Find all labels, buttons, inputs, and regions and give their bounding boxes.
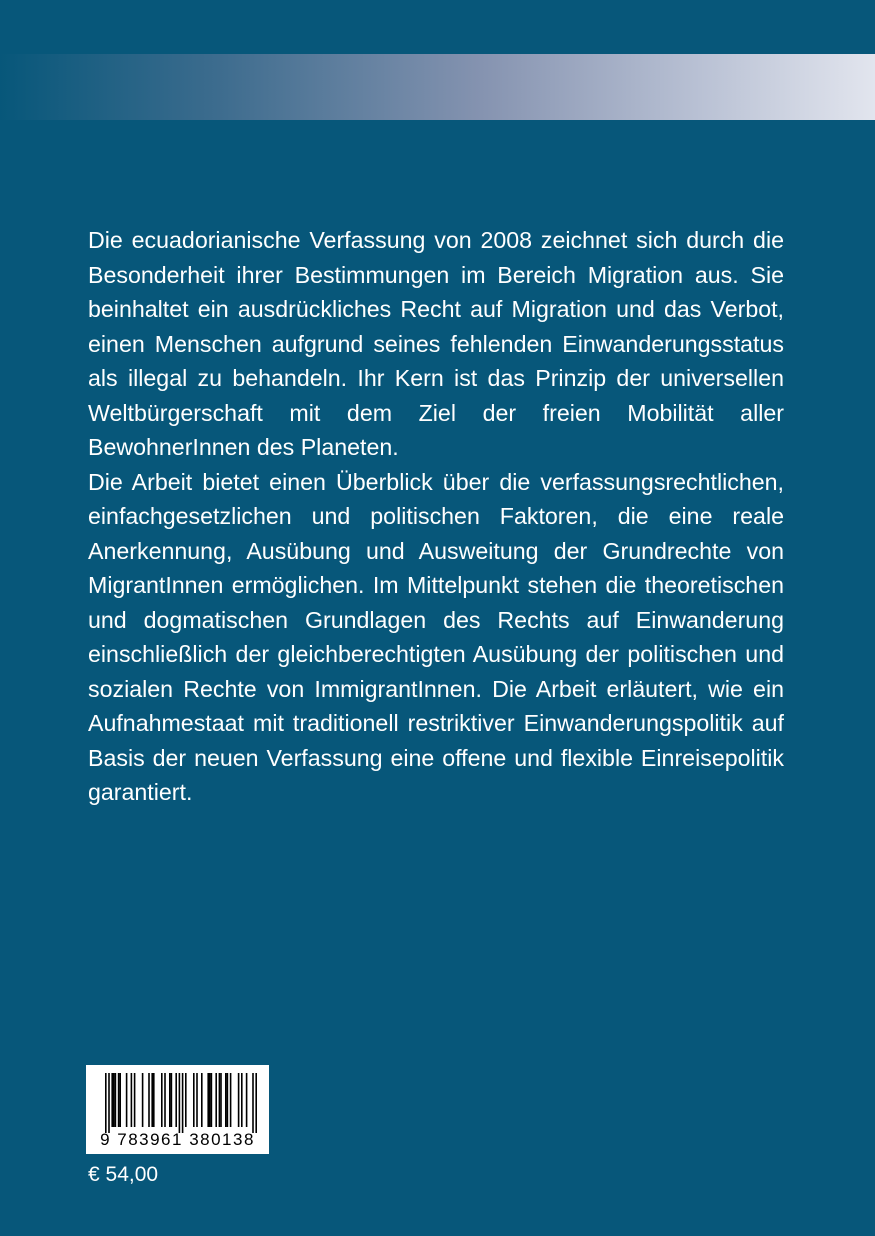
barcode-bar [193,1073,195,1127]
blurb-paragraph-2: Die Arbeit bietet einen Überblick über die verfassungsrechtlichen, einfachgesetzlichen und politischen Faktoren, die eine reale Anerkennung, Ausübung und Ausweitung der Grundrechte von MigrantInnen ermöglichen. Im Mittelpunkt stehen die theoretischen und dogmatischen Grundlagen des Rechts auf Einwanderung einschließlich der gleichberechtigten Ausübung der politischen und sozialen Rechte von ImmigrantInnen. Die Arbeit erläutert, wie ein Aufnahmestaat mit traditionell restriktiver Einwanderungspolitik auf Basis der neuen Verfassung eine offene und flexible Einreisepolitik garantiert. [88,468,784,805]
barcode-bar [153,1073,155,1127]
barcode-bar [227,1073,229,1127]
barcode-bar [148,1073,150,1127]
barcode-bar [118,1073,120,1127]
barcode-bar [115,1073,117,1127]
barcode-bar [196,1073,198,1127]
barcode-bar [220,1073,222,1127]
barcode-bar [255,1073,257,1133]
barcode-bar [126,1073,128,1127]
barcode-bar [108,1073,110,1133]
header-gradient-band [0,54,875,120]
barcode-bar [241,1073,243,1127]
isbn-barcode [86,1065,269,1154]
barcode-bar [151,1073,153,1127]
barcode-bar [142,1073,144,1127]
barcode-bar [209,1073,211,1127]
barcode-bar [219,1073,221,1127]
barcode-bar [207,1073,209,1127]
barcode-bar [182,1073,184,1133]
barcode-bar [179,1073,181,1133]
barcode-bar [131,1073,133,1127]
barcode-bar [134,1073,136,1127]
barcode-bar [201,1073,203,1127]
barcode-bar [119,1073,121,1127]
barcode-bar [215,1073,217,1127]
barcode-bar [230,1073,232,1127]
barcode-bar [225,1073,227,1127]
barcode-bar [238,1073,240,1127]
barcode-bar [113,1073,115,1127]
barcode-bar [105,1073,107,1133]
barcode-bar [169,1073,171,1127]
barcode-bar [185,1073,187,1127]
barcode-bar [252,1073,254,1133]
back-cover-blurb [88,223,784,810]
barcode-bar [246,1073,248,1127]
blurb-paragraph-1: Die ecuadorianische Verfassung von 2008 zeichnet sich durch die Besonderheit ihrer Bestimmungen im Bereich Migration aus. Sie beinhaltet ein ausdrückliches Recht auf Migration und das Verbot, einen Menschen aufgrund seines fehlenden Einwanderungsstatus als illegal zu behandeln. Ihr Kern ist das Prinzip der universellen Weltbürgerschaft mit dem Ziel der freien Mobilität aller BewohnerInnen des Planeten. [88,227,784,460]
isbn-number: 9 783961 380138 [100,1130,255,1149]
barcode-bar [161,1073,163,1127]
barcode-bar [175,1073,177,1127]
price: € 54,00 [88,1163,159,1186]
barcode-bar [111,1073,113,1127]
barcode-bar [171,1073,173,1127]
barcode-bar [164,1073,166,1127]
barcode-bar [211,1073,213,1127]
